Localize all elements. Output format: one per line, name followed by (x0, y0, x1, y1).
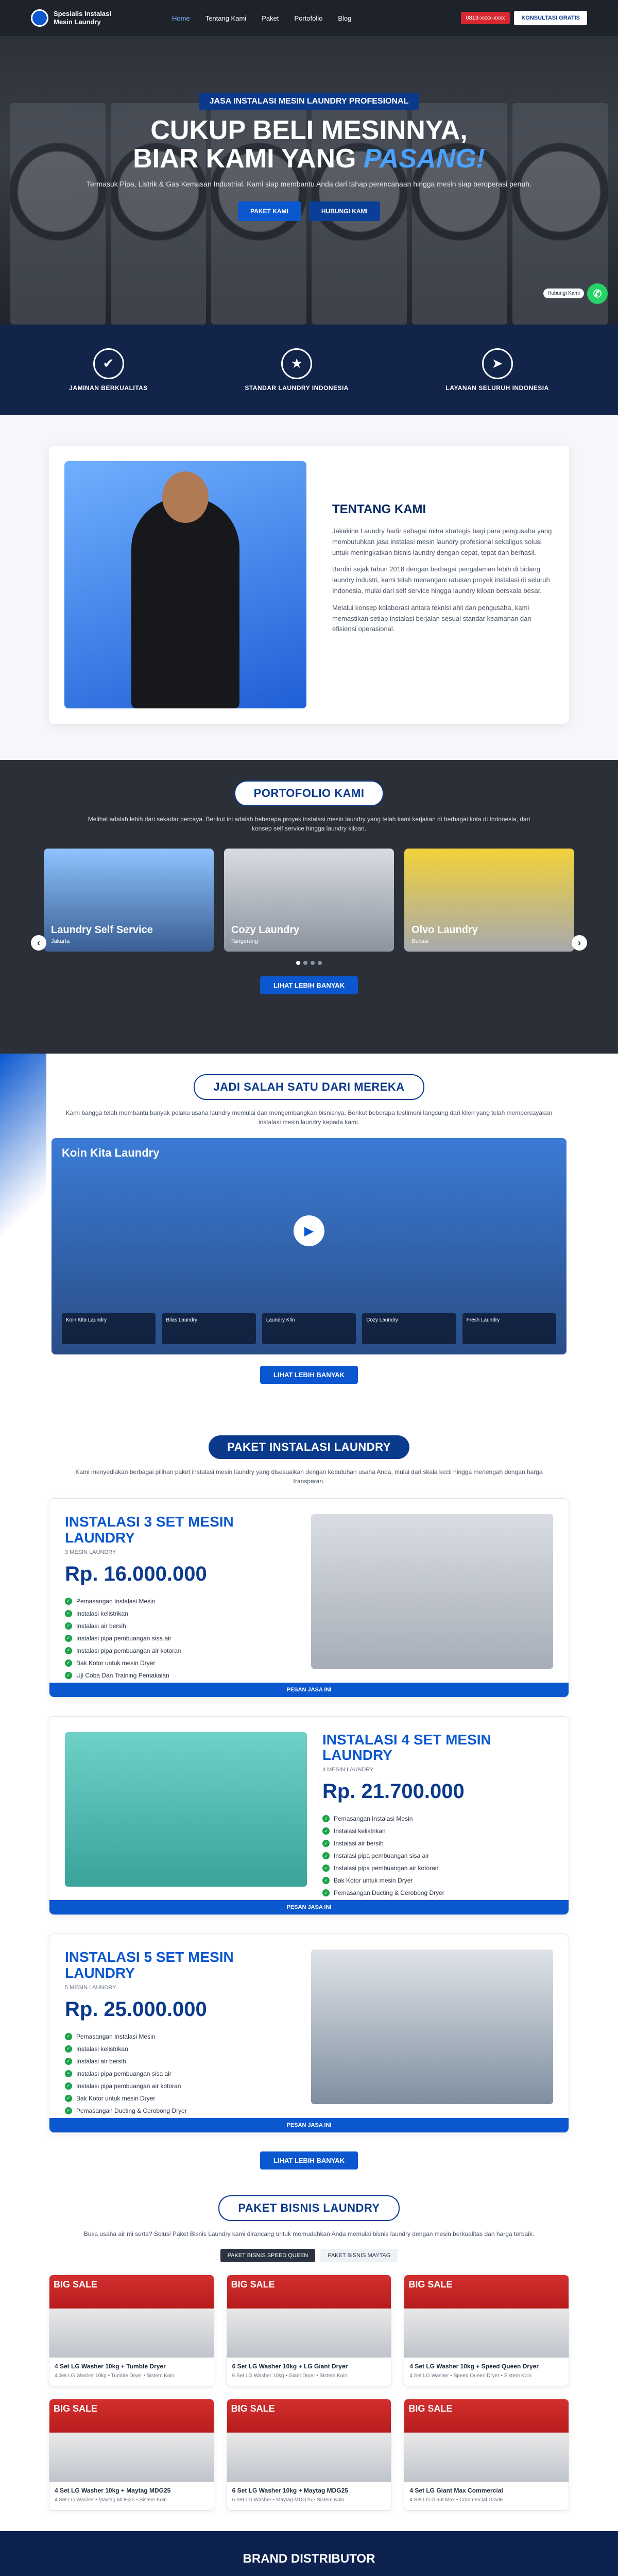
list-item: ✓ Bak Kotor untuk mesin Dryer (322, 1874, 553, 1887)
check-icon: ✓ (65, 1610, 72, 1617)
check-icon: ✓ (65, 2058, 72, 2065)
business-card[interactable]: BIG SALE 4 Set LG Giant Max Commercial 4 Set LG Giant Max • Commercial Grade (404, 2399, 569, 2511)
video-section-title: JADI SALAH SATU DARI MEREKA (194, 1074, 424, 1100)
phone-button[interactable]: 0813-xxxx-xxxx (461, 12, 510, 24)
package-price: Rp. 21.700.000 (322, 1780, 465, 1803)
about-photo (64, 461, 306, 708)
check-icon: ✓ (65, 1647, 72, 1654)
list-item: ✓ Instalasi air bersih (65, 2055, 296, 2067)
video-thumbnail[interactable]: Koin Kita Laundry (62, 1313, 156, 1344)
portfolio-description: Melihat adalah lebih dari sekadar percaya. Berikut ini adalah beberapa proyek instalasi mesin laundry yang telah kami kerjakan di berbagai kota di Indonesia, dari konsep self service hingga laundry kiloan. (88, 816, 530, 832)
chevron-right-icon[interactable]: › (572, 935, 587, 951)
hero-headline: CUKUP BELI MESINNYA, BIAR KAMI YANG PASANG! (133, 115, 485, 174)
package-price: Rp. 25.000.000 (65, 1997, 207, 2021)
package-card: INSTALASI 5 SET MESIN LAUNDRY 5 MESIN LAUNDRY Rp. 25.000.000 ✓ Pemasangan Instalasi Mesin ✓ Instalasi kelistrikan ✓ Instalasi air bersih ✓ Instalasi pipa pembuangan sisa air ✓ Instalasi pipa pembuangan air kotoran ✓ Bak Kotor untuk mesin Dryer ✓ Pemasangan Ducting & Cerobong Dryer PESAN JASA INI (49, 1934, 569, 2133)
about-paragraph: Melalui konsep kolaborasi antara teknisi ahli dan pengusaha, kami memastikan setiap instalasi berjalan sesuai standar keamanan dan efisiensi operasional. (332, 603, 531, 633)
list-item: ✓ Bak Kotor untuk mesin Dryer (65, 1657, 296, 1669)
consult-button[interactable]: KONSULTASI GRATIS (514, 11, 587, 25)
list-item: ✓ Pemasangan Instalasi Mesin (65, 2030, 296, 2043)
list-item: ✓ Instalasi air bersih (322, 1837, 553, 1850)
list-item: ✓ Instalasi pipa pembuangan air kotoran (322, 1862, 553, 1874)
check-icon: ✓ (65, 2095, 72, 2102)
package-price: Rp. 16.000.000 (65, 1562, 207, 1585)
feature-coverage: ➤ LAYANAN SELURUH INDONESIA (445, 348, 548, 392)
check-icon: ✓ (322, 1815, 330, 1822)
about-section (0, 415, 618, 760)
video-thumbnail[interactable]: Fresh Laundry (462, 1313, 556, 1344)
hero-tagline: JASA INSTALASI MESIN LAUNDRY PROFESIONAL (199, 93, 419, 110)
carousel-dots[interactable] (0, 961, 618, 965)
package-card: INSTALASI 4 SET MESIN LAUNDRY 4 MESIN LAUNDRY Rp. 21.700.000 ✓ Pemasangan Instalasi Mesin ✓ Instalasi kelistrikan ✓ Instalasi air bersih ✓ Instalasi pipa pembuangan sisa air ✓ Instalasi pipa pembuangan air kotoran ✓ Bak Kotor untuk mesin Dryer ✓ Pemasangan Ducting & Cerobong Dryer PESAN JASA INI (49, 1716, 569, 1916)
business-card[interactable]: BIG SALE 4 Set LG Washer 10kg + Tumble Dryer 4 Set LG Washer 10kg • Tumble Dryer • Sistem Koin (49, 2275, 214, 2386)
feature-standard: ★ STANDAR LAUNDRY INDONESIA (245, 348, 349, 392)
top-navbar (0, 0, 618, 36)
order-button[interactable]: PESAN JASA INI (49, 2118, 569, 2132)
distributor-title: BRAND DISTRIBUTOR (243, 2551, 375, 2566)
whatsapp-icon[interactable]: ✆ (587, 283, 608, 304)
list-item: ✓ Pemasangan Ducting & Cerobong Dryer (322, 1887, 553, 1899)
check-icon: ✓ (65, 1659, 72, 1667)
list-item: ✓ Instalasi air bersih (65, 1620, 296, 1632)
send-icon: ➤ (482, 348, 513, 379)
check-icon: ✓ (65, 1635, 72, 1642)
packages-title: PAKET INSTALASI LAUNDRY (209, 1435, 409, 1459)
portfolio-title: PORTOFOLIO KAMI (234, 781, 384, 806)
portfolio-more-button[interactable]: LIHAT LEBIH BANYAK (260, 976, 358, 994)
about-title: TENTANG KAMI (332, 502, 426, 516)
video-player[interactable] (52, 1138, 566, 1354)
video-more-button[interactable]: LIHAT LEBIH BANYAK (260, 1366, 358, 1384)
feature-quality: ✔ JAMINAN BERKUALITAS (69, 348, 148, 392)
list-item: ✓ Pemasangan Ducting & Cerobong Dryer (65, 2105, 296, 2117)
check-icon: ✓ (65, 2070, 72, 2077)
list-item: ✓ Pemasangan Instalasi Mesin (322, 1812, 553, 1825)
package-title: INSTALASI 4 SET MESIN LAUNDRY (322, 1731, 491, 1764)
check-icon: ✓ (322, 1865, 330, 1872)
check-icon: ✓ (65, 2107, 72, 2114)
package-image (65, 1732, 307, 1887)
features-strip (0, 325, 618, 415)
list-item: ✓ Instalasi kelistrikan (65, 1607, 296, 1620)
check-icon: ✓ (65, 1622, 72, 1630)
video-description: Kami bangga telah membantu banyak pelaku usaha laundry memulai dan mengembangkan bisnisnya. Berikut beberapa testimoni langsung dari klien yang telah mempercayakan instalasi mesin laundry kepada kami. (65, 1109, 553, 1126)
menu-item-portfolio[interactable]: Portofolio (294, 14, 323, 22)
check-icon: ✓ (65, 2082, 72, 2090)
check-icon: ✓ (322, 1889, 330, 1896)
video-title: Koin Kita Laundry (62, 1146, 160, 1159)
site-logo[interactable] (31, 9, 48, 27)
menu-item-about[interactable]: Tentang Kami (205, 14, 247, 22)
about-paragraph: Jakakine Laundry hadir sebagai mitra strategis bagi para pengusaha yang membutuhkan jasa instalasi mesin laundry profesional sekaligus solusi untuk meningkatkan bisnis laundry dengan cepat, tepat dan berhasil. (332, 527, 552, 556)
package-title: INSTALASI 3 SET MESIN LAUNDRY (65, 1514, 234, 1546)
check-icon: ✓ (322, 1877, 330, 1884)
packages-button[interactable]: PAKET KAMI (238, 201, 301, 221)
package-image (311, 1950, 553, 2104)
distributor-section (0, 2531, 618, 2576)
list-item: ✓ Bak Kotor untuk mesin Dryer (65, 2092, 296, 2105)
medal-icon: ★ (281, 348, 312, 379)
check-icon: ✓ (322, 1827, 330, 1835)
video-testimonial-section (0, 1054, 618, 1415)
package-title: INSTALASI 5 SET MESIN LAUNDRY (65, 1949, 234, 1981)
list-item: ✓ Instalasi pipa pembuangan air kotoran (65, 2080, 296, 2092)
check-icon: ✓ (65, 2033, 72, 2040)
portfolio-slide[interactable]: Cozy Laundry Tangerang (224, 849, 394, 952)
video-thumbnail[interactable]: Cozy Laundry (362, 1313, 456, 1344)
contact-button[interactable]: HUBUNGI KAMI (309, 201, 380, 221)
order-button[interactable]: PESAN JASA INI (49, 1900, 569, 1914)
play-icon[interactable]: ▶ (294, 1215, 324, 1246)
business-card[interactable]: BIG SALE 6 Set LG Washer 10kg + LG Giant Dryer 6 Set LG Washer 10kg • Giant Dryer • Sistem Koin (227, 2275, 392, 2386)
check-circle-icon: ✔ (93, 348, 124, 379)
package-image (311, 1514, 553, 1669)
tab-maytag[interactable]: PAKET BISNIS MAYTAG (320, 2249, 398, 2262)
list-item: ✓ Instalasi pipa pembuangan sisa air (322, 1850, 553, 1862)
business-card[interactable]: BIG SALE 4 Set LG Washer 10kg + Speed Queen Dryer 4 Set LG Washer • Speed Queen Dryer • Sistem Koin (404, 2275, 569, 2386)
packages-section (0, 1415, 618, 2180)
check-icon: ✓ (322, 1840, 330, 1847)
menu-item-home[interactable]: Home (172, 14, 190, 22)
check-icon: ✓ (322, 1852, 330, 1859)
video-thumbnail[interactable]: Laundry Klin (262, 1313, 356, 1344)
business-card[interactable]: BIG SALE 4 Set LG Washer 10kg + Maytag MDG25 4 Set LG Washer • Maytag MDG25 • Sistem Koin (49, 2399, 214, 2511)
order-button[interactable]: PESAN JASA INI (49, 1683, 569, 1697)
hero-subtitle: Termasuk Pipa, Listrik & Gas Kemasan Industrial. Kami siap membantu Anda dari tahap perencanaan hingga mesin siap beroperasi penuh. (87, 180, 531, 189)
portfolio-slide[interactable]: Laundry Self Service Jakarta (44, 849, 214, 952)
menu-item-packages[interactable]: Paket (262, 14, 279, 22)
video-thumbnail[interactable]: Bilas Laundry (162, 1313, 255, 1344)
list-item: ✓ Instalasi pipa pembuangan sisa air (65, 1632, 296, 1645)
hero-section (0, 0, 618, 325)
list-item: ✓ Instalasi pipa pembuangan sisa air (65, 2067, 296, 2080)
business-packages-section (0, 2180, 618, 2531)
list-item: ✓ Uji Coba Dan Training Pemakaian (65, 1669, 296, 1682)
package-card: INSTALASI 3 SET MESIN LAUNDRY 3 MESIN LAUNDRY Rp. 16.000.000 ✓ Pemasangan Instalasi Mesin ✓ Instalasi kelistrikan ✓ Instalasi air bersih ✓ Instalasi pipa pembuangan sisa air ✓ Instalasi pipa pembuangan air kotoran ✓ Bak Kotor untuk mesin Dryer ✓ Uji Coba Dan Training Pemakaian PESAN JASA INI (49, 1498, 569, 1698)
list-item: ✓ Instalasi kelistrikan (322, 1825, 553, 1837)
check-icon: ✓ (65, 1672, 72, 1679)
portfolio-slide[interactable]: Olvo Laundry Bekasi (404, 849, 574, 952)
tab-speed-queen[interactable]: PAKET BISNIS SPEED QUEEN (220, 2249, 316, 2262)
business-description: Buka usaha air mi serta? Solusi Paket Bisnis Laundry kami dirancang untuk memudahkan Anda memulai bisnis laundry dengan mesin berkualitas dan harga terbaik. (83, 2230, 535, 2238)
chevron-left-icon[interactable]: ‹ (31, 935, 46, 951)
business-title: PAKET BISNIS LAUNDRY (218, 2195, 399, 2221)
portfolio-section (0, 760, 618, 1054)
list-item: ✓ Pemasangan Instalasi Mesin (65, 1595, 296, 1607)
main-menu (172, 14, 351, 22)
list-item: ✓ Instalasi pipa pembuangan air kotoran (65, 1645, 296, 1657)
menu-item-blog[interactable]: Blog (338, 14, 352, 22)
check-icon: ✓ (65, 2045, 72, 2053)
business-card[interactable]: BIG SALE 6 Set LG Washer 10kg + Maytag MDG25 6 Set LG Washer • Maytag MDG25 • Sistem Koin (227, 2399, 392, 2511)
list-item: ✓ Instalasi kelistrikan (65, 2043, 296, 2055)
about-paragraph: Berdiri sejak tahun 2018 dengan berbagai pengalaman lebih di bidang laundry industri, kami telah menangani ratusan proyek instalasi di seluruh Indonesia, mulai dari self service hingga laundry kiloan berskala besar. (332, 565, 550, 595)
check-icon: ✓ (65, 1598, 72, 1605)
packages-more-button[interactable]: LIHAT LEBIH BANYAK (260, 2151, 358, 2170)
brand-name[interactable]: Spesialis Instalasi Mesin Laundry (54, 10, 112, 26)
packages-description: Kami menyediakan berbagai pilihan paket instalasi mesin laundry yang disesuaikan dengan kebutuhan usaha Anda, mulai dari skala kecil hingga menengah dengan harga transparan. (75, 1468, 543, 1485)
whatsapp-bubble[interactable]: Hubungi Kami (543, 289, 584, 298)
